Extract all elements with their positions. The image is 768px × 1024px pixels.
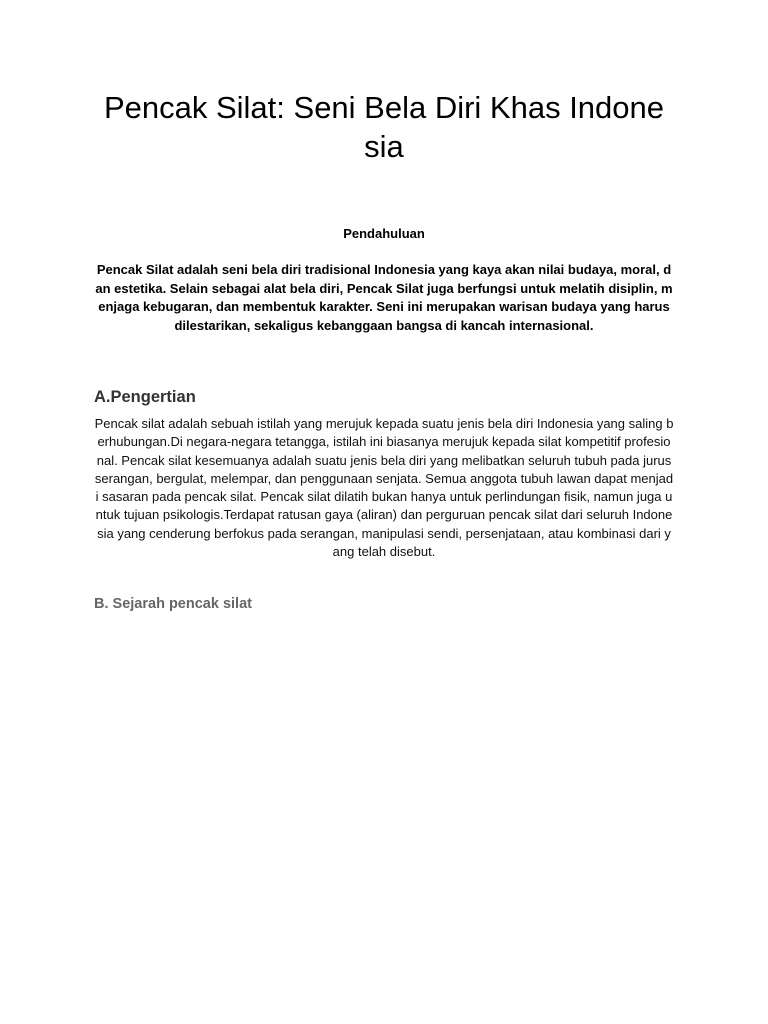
section-b-heading: B. Sejarah pencak silat	[94, 596, 252, 613]
section-a-paragraph: Pencak silat adalah sebuah istilah yang merujuk kepada suatu jenis bela diri Indonesia yang saling berhubungan.Di negara-negara tetangga, istilah ini biasanya merujuk kepada silat kompetitif profesional. Pencak silat kesemuanya adalah suatu jenis bela diri yang melibatkan seluruh tubuh pada jurus serangan, bergulat, melempar, dan penggunaan senjata. Semua anggota tubuh lawan dapat menjadi sasaran pada pencak silat. Pencak silat dilatih bukan hanya untuk perlindungan fisik, namun juga untuk tujuan psikologis.Terdapat ratusan gaya (aliran) dan perguruan pencak silat dari seluruh Indonesia yang cenderung berfokus pada serangan, manipulasi sendi, persenjataan, atau kombinasi dari yang telah disebut.	[94, 416, 674, 560]
intro-paragraph: Pencak Silat adalah seni bela diri tradisional Indonesia yang kaya akan nilai budaya, moral, dan estetika. Selain sebagai alat bela diri, Pencak Silat juga berfungsi untuk melatih disiplin, menjaga kebugaran, dan membentuk karakter. Seni ini merupakan warisan budaya yang harus dilestarikan, sekaligus kebanggaan bangsa di kancah internasional.	[95, 262, 673, 333]
document-title: Pencak Silat: Seni Bela Diri Khas Indonesia	[103, 90, 665, 164]
intro-label: Pendahuluan	[343, 226, 425, 241]
section-a-heading: A.Pengertian	[94, 388, 196, 406]
